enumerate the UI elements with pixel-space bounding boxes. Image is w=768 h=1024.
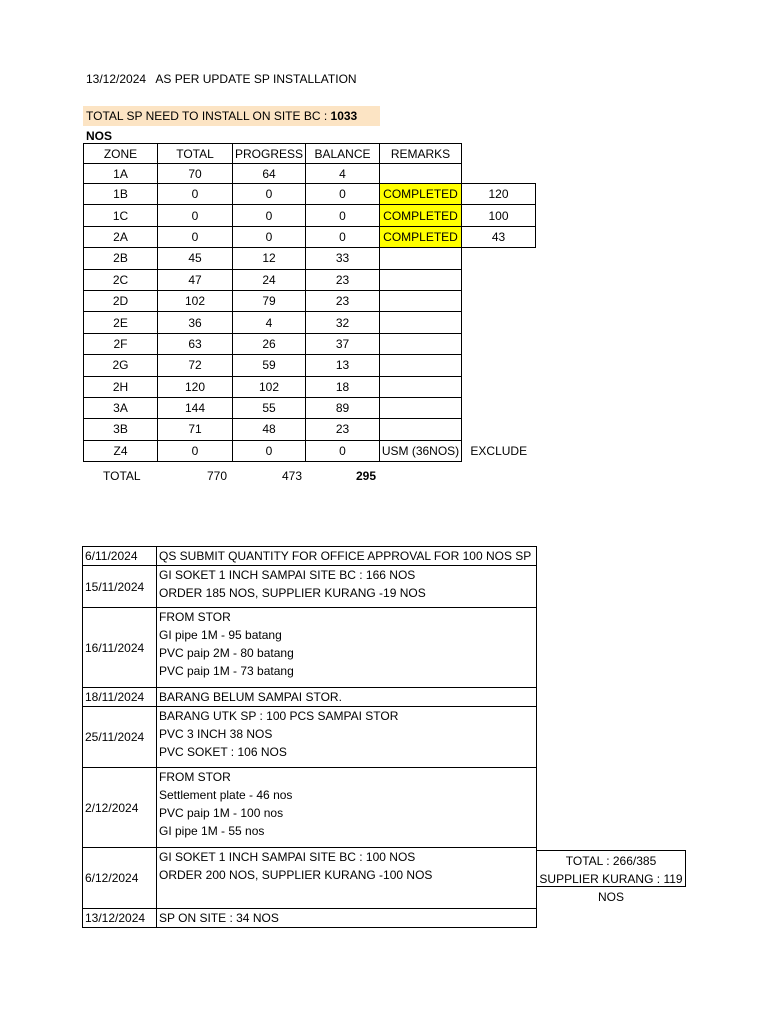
zone-cell-remarks	[380, 290, 462, 311]
zone-cell-zone: 1B	[84, 184, 158, 205]
log-description-line: GI pipe 1M - 95 batang	[159, 628, 282, 642]
zone-cell-progress: 12	[233, 248, 306, 269]
zone-total-label: TOTAL	[103, 469, 141, 483]
col-header-balance: BALANCE	[306, 144, 380, 164]
zone-cell-progress: 64	[233, 164, 306, 184]
zone-row	[84, 226, 536, 247]
zone-cell-zone: 3B	[84, 419, 158, 440]
log-row	[83, 707, 537, 768]
log-row	[83, 768, 537, 848]
header-title: AS PER UPDATE SP INSTALLATION	[155, 72, 357, 86]
log-description-line: FROM STOR	[159, 610, 231, 624]
zone-cell-zone: 2B	[84, 248, 158, 269]
log-date: 13/12/2024	[83, 909, 157, 928]
log-description	[157, 707, 537, 768]
zone-cell-extra: 100	[462, 205, 536, 226]
zone-cell-balance: 37	[306, 333, 380, 354]
log-description-line: PVC paip 1M - 73 batang	[159, 664, 294, 678]
log-description-line: PVC paip 1M - 100 nos	[159, 806, 284, 820]
log-description-line: GI SOKET 1 INCH SAMPAI SITE BC : 166 NOS	[159, 568, 416, 582]
log-description-line: ORDER 200 NOS, SUPPLIER KURANG -100 NOS	[159, 868, 433, 882]
zone-cell-extra	[462, 312, 536, 333]
log-description-line: BARANG BELUM SAMPAI STOR.	[159, 690, 342, 704]
zone-cell-extra	[462, 248, 536, 269]
log-row	[83, 547, 537, 566]
zone-cell-zone: Z4	[84, 440, 158, 461]
zone-cell-balance: 4	[306, 164, 380, 184]
zone-row	[84, 312, 536, 333]
summary-note-line3: NOS	[597, 890, 624, 904]
zone-table-header-row	[84, 144, 536, 164]
log-date: 16/11/2024	[83, 608, 157, 688]
col-header-remarks: REMARKS	[380, 144, 462, 164]
total-sp-value: 1033 NOS	[86, 109, 358, 143]
zone-cell-remarks	[380, 269, 462, 290]
zone-cell-progress: 48	[233, 419, 306, 440]
zone-cell-extra: EXCLUDE	[470, 443, 528, 458]
zone-cell-remarks	[380, 333, 462, 354]
zone-cell-total: 71	[158, 419, 233, 440]
log-description-line: GI pipe 1M - 55 nos	[159, 824, 265, 838]
log-description-line: Settlement plate - 46 nos	[159, 788, 293, 802]
zone-cell-zone: 2A	[84, 226, 158, 247]
log-description-line: PVC paip 2M - 80 batang	[159, 646, 294, 660]
zone-cell-balance: 0	[306, 184, 380, 205]
zone-cell-zone: 2E	[84, 312, 158, 333]
zone-row	[84, 376, 536, 397]
log-description	[157, 688, 537, 707]
document-header	[86, 72, 357, 86]
zone-cell-remarks	[380, 355, 462, 376]
zone-cell-total: 36	[158, 312, 233, 333]
zone-cell-balance: 89	[306, 397, 380, 418]
zone-cell-balance: 32	[306, 312, 380, 333]
zone-cell-progress: 0	[233, 226, 306, 247]
zone-cell-remarks: COMPLETED	[380, 184, 462, 205]
zone-cell-remarks: COMPLETED	[380, 205, 462, 226]
zone-cell-progress: 4	[233, 312, 306, 333]
log-description-line: GI SOKET 1 INCH SAMPAI SITE BC : 100 NOS	[159, 850, 416, 864]
col-header-extra	[462, 144, 536, 164]
log-description-line: ORDER 185 NOS, SUPPLIER KURANG -19 NOS	[159, 586, 426, 600]
zone-cell-balance: 0	[306, 226, 380, 247]
zone-cell-progress: 102	[233, 376, 306, 397]
col-header-total: TOTAL	[158, 144, 233, 164]
zone-cell-remarks: COMPLETED	[380, 226, 462, 247]
activity-log-table	[82, 546, 537, 928]
zone-cell-total: 102	[158, 290, 233, 311]
zone-row	[84, 205, 536, 226]
zone-row	[84, 290, 536, 311]
zone-cell-extra	[462, 269, 536, 290]
zone-cell-extra: 43	[462, 226, 536, 247]
log-row	[83, 566, 537, 608]
log-row	[83, 848, 537, 909]
zone-total-progress: 473	[282, 469, 303, 483]
summary-note-box	[536, 850, 686, 904]
zone-cell-zone: 3A	[84, 397, 158, 418]
zone-total-total: 770	[207, 469, 228, 483]
zone-cell-total: 0	[158, 184, 233, 205]
activity-log-body	[83, 547, 537, 928]
log-date: 6/12/2024	[83, 848, 157, 909]
zone-cell-zone: 2G	[84, 355, 158, 376]
zone-cell-remarks: USM (36NOS)	[380, 440, 462, 461]
zone-cell-progress: 79	[233, 290, 306, 311]
zone-cell-extra	[462, 333, 536, 354]
log-description-line: FROM STOR	[159, 770, 231, 784]
zone-cell-progress: 26	[233, 333, 306, 354]
log-description	[157, 768, 537, 848]
log-date: 2/12/2024	[83, 768, 157, 848]
zone-cell-balance: 23	[306, 419, 380, 440]
log-description-line: QS SUBMIT QUANTITY FOR OFFICE APPROVAL FOR 100 NOS SP	[159, 549, 532, 563]
zone-cell-zone: 2D	[84, 290, 158, 311]
zone-cell-progress: 0	[233, 440, 306, 461]
log-description	[157, 566, 537, 608]
zone-cell-balance: 0	[306, 440, 380, 461]
zone-cell-zone: 2F	[84, 333, 158, 354]
zone-progress-table	[83, 143, 536, 462]
zone-cell-total: 0	[158, 226, 233, 247]
zone-cell-total: 0	[158, 205, 233, 226]
zone-cell-extra	[462, 376, 536, 397]
zone-cell-extra	[462, 290, 536, 311]
log-row	[83, 688, 537, 707]
log-row	[83, 608, 537, 688]
log-description-line: PVC 3 INCH 38 NOS	[159, 727, 273, 741]
zone-cell-zone: 1C	[84, 205, 158, 226]
zone-cell-zone: 2C	[84, 269, 158, 290]
zone-cell-balance: 0	[306, 205, 380, 226]
zone-row	[84, 248, 536, 269]
zone-row	[84, 397, 536, 418]
zone-total-balance: 295	[356, 469, 377, 483]
zone-cell-progress: 55	[233, 397, 306, 418]
total-sp-banner	[83, 106, 380, 143]
log-description	[157, 608, 537, 688]
log-description-line: PVC SOKET : 106 NOS	[159, 745, 287, 759]
col-header-zone: ZONE	[84, 144, 158, 164]
total-sp-label: TOTAL SP NEED TO INSTALL ON SITE BC :	[86, 109, 331, 123]
zone-cell-total: 144	[158, 397, 233, 418]
zone-cell-balance: 18	[306, 376, 380, 397]
zone-cell-balance: 23	[306, 269, 380, 290]
summary-note-line1: TOTAL : 266/385	[565, 854, 657, 868]
zone-cell-progress: 59	[233, 355, 306, 376]
zone-cell-extra: 120	[462, 184, 536, 205]
zone-cell-extra	[462, 397, 536, 418]
zone-cell-remarks	[380, 312, 462, 333]
zone-row	[84, 440, 536, 461]
zone-row	[84, 164, 536, 184]
log-description	[157, 848, 537, 909]
log-description-line: SP ON SITE : 34 NOS	[159, 911, 279, 925]
zone-cell-progress: 24	[233, 269, 306, 290]
col-header-progress: PROGRESS	[233, 144, 306, 164]
log-date: 25/11/2024	[83, 707, 157, 768]
log-row	[83, 909, 537, 928]
zone-row	[84, 333, 536, 354]
log-description	[157, 547, 537, 566]
zone-cell-balance: 33	[306, 248, 380, 269]
zone-row	[84, 355, 536, 376]
log-date: 18/11/2024	[83, 688, 157, 707]
zone-cell-remarks	[380, 376, 462, 397]
zone-cell-zone: 2H	[84, 376, 158, 397]
zone-cell-total: 0	[158, 440, 233, 461]
zone-table-body	[84, 164, 536, 462]
zone-cell-total: 72	[158, 355, 233, 376]
zone-cell-total: 120	[158, 376, 233, 397]
zone-cell-remarks	[380, 248, 462, 269]
zone-cell-total: 63	[158, 333, 233, 354]
zone-cell-total: 45	[158, 248, 233, 269]
zone-cell-progress: 0	[233, 184, 306, 205]
zone-cell-balance: 13	[306, 355, 380, 376]
zone-cell-total: 70	[158, 164, 233, 184]
zone-row	[84, 184, 536, 205]
zone-cell-balance: 23	[306, 290, 380, 311]
header-date: 13/12/2024	[86, 72, 147, 86]
zone-cell-total: 47	[158, 269, 233, 290]
log-date: 15/11/2024	[83, 566, 157, 608]
zone-cell-extra	[462, 355, 536, 376]
zone-cell-remarks	[380, 419, 462, 440]
zone-cell-remarks	[380, 164, 462, 184]
log-description	[157, 909, 537, 928]
zone-cell-zone: 1A	[84, 164, 158, 184]
zone-cell-remarks	[380, 397, 462, 418]
zone-row	[84, 419, 536, 440]
log-description-line: BARANG UTK SP : 100 PCS SAMPAI STOR	[159, 709, 399, 723]
zone-cell-progress: 0	[233, 205, 306, 226]
zone-row	[84, 269, 536, 290]
summary-note-line2: SUPPLIER KURANG : 119	[539, 872, 683, 886]
zone-cell-extra	[462, 164, 536, 184]
log-date: 6/11/2024	[83, 547, 157, 566]
zone-cell-extra	[462, 419, 536, 440]
